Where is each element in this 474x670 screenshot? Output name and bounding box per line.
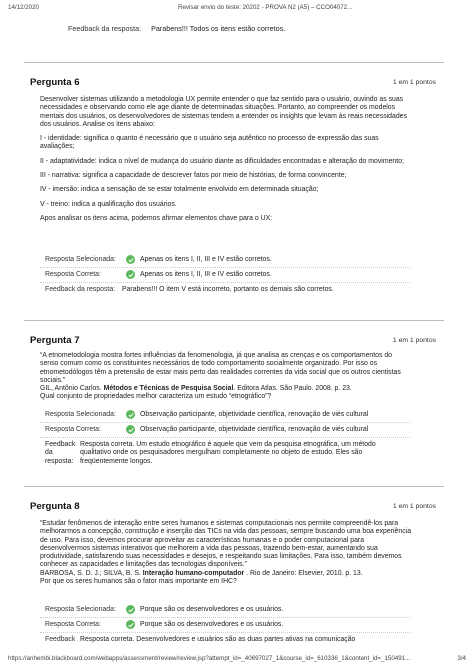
- question-item: III - narrativa: significa a capacidade de descrever fatos por meio de histórias, de forma convincente;: [40, 172, 347, 180]
- correct-check-icon: [126, 425, 135, 434]
- question-prompt: Qual conjunto de propriedades melhor caracteriza um estudo “etnográfico”?: [40, 393, 272, 401]
- feedback-label: Feedback da resposta:: [45, 441, 76, 465]
- correct-answer-label: Resposta Correta:: [45, 621, 101, 628]
- print-header: [0, 4, 474, 16]
- feedback-label: Feedback da resposta:: [68, 24, 142, 33]
- question-points: 1 em 1 pontos: [392, 79, 436, 86]
- selected-answer-label: Resposta Selecionada:: [45, 256, 116, 263]
- correct-check-icon: [126, 410, 135, 419]
- question-item: I - identidade: significa o quanto é necessário que o usuário seja autêntico no processo de expressão das suas avaliações;: [40, 135, 379, 151]
- question-prompt: Apos analisar os itens acima, podemos afirmar elementos chave para o UX:: [40, 214, 273, 222]
- citation: BARBOSA, S. D. J.; SILVA, B. S. Interação humano-computador . Rio de Janeiro: Elsevier, 2010. p. 13.: [40, 569, 363, 577]
- selected-answer-label: Resposta Selecionada:: [45, 606, 116, 613]
- citation: GIL, Antônio Carlos. Métodos e Técnicas de Pesquisa Social. Editora Atlas. São Paulo. 2008. p. 23.: [40, 385, 352, 393]
- correct-answer-value: Observação participante, objetividade científica, renovação de viés cultural: [140, 426, 369, 433]
- feedback-value: Parabens!!! Todos os itens estão corretos.: [151, 24, 286, 33]
- question-title: Pergunta 7: [30, 335, 80, 346]
- page-number: 3/4: [457, 655, 466, 662]
- selected-answer-value: Porque são os desenvolvedores e os usuários.: [140, 606, 284, 613]
- question-item: IV - imersão: indica a sensação de se estar totalmente envolvido em determinada situação;: [40, 186, 319, 194]
- question-7: [24, 320, 444, 351]
- selected-answer-label: Resposta Selecionada:: [45, 411, 116, 418]
- question-8: [24, 486, 444, 517]
- feedback-value: Resposta correta. Desenvolvedores e usuários são as duas partes ativas na comunicação: [80, 636, 356, 643]
- correct-check-icon: [126, 270, 135, 279]
- print-title: Revisar envio do teste: 20202 - PROVA N2 (A5) – CCO04072...: [178, 4, 353, 11]
- correct-check-icon: [126, 255, 135, 264]
- question-item: II - adaptatividade: indica o nível de mudança do usuário diante as dificuldades encontradas e alteração do movimento;: [40, 157, 404, 165]
- question-text: “A etnometodologia mostra fortes influências da fenomenologia, já que analisa as crenças e os comportamentos do senso comum como os constituintes necessários de todo comportamento socialmente organizado. Por isso os etnometodólogos têm a pretensão de estar mais perto das realidades correntes da vida social que os outros cientistas sociais.”: [40, 352, 401, 384]
- question-text: Desenvolver sistemas utilizando a metodologia UX permite entender o que faz sentido para o usuário, ouvindo as suas necessidades e observando como ele age diante de determinadas situações. Portanto, ao compreender os modelos mentais dos usuários, os desenvolvedores de sistemas tendem a entender os insights que levam às reais necessidades dos usuários. Analise os itens abaixo:: [40, 96, 407, 128]
- feedback-value: Resposta correta. Um estudo etnográfico é aquele que vem da pesquisa etnográfica, um método qualitativo onde os pesquisadores mergulham completamente no objeto de estudo. Eles são freqüentemente longos.: [80, 441, 376, 465]
- question-7-body: [40, 352, 412, 402]
- question-title: Pergunta 8: [30, 501, 80, 512]
- correct-answer-label: Resposta Correta:: [45, 271, 101, 278]
- print-footer: [0, 655, 474, 667]
- correct-check-icon: [126, 620, 135, 629]
- selected-answer-value: Apenas os itens I, II, III e IV estão corretos.: [140, 256, 272, 263]
- feedback-value: Parabens!!! O item V está incorreto, portanto os demais são corretos.: [122, 286, 334, 293]
- question-points: 1 em 1 pontos: [392, 337, 436, 344]
- correct-answer-value: Apenas os itens I, II, III e IV estão corretos.: [140, 271, 272, 278]
- feedback-label: Feedback da resposta:: [45, 286, 116, 293]
- question-6-body: [40, 96, 412, 229]
- question-item: V - treino: indica a qualificação dos usuários.: [40, 200, 177, 208]
- previous-feedback: [68, 24, 285, 33]
- print-date: 14/12/2020: [8, 4, 39, 11]
- question-title: Pergunta 6: [30, 77, 80, 88]
- page-url: https://anhembi.blackboard.com/webapps/assessment/review/review.jsp?attempt_id=_40697027_1&course_id=_610336_1&content_id=_150491...: [8, 655, 411, 662]
- question-prompt: Por que os seres humanos são o fator mais importante em IHC?: [40, 578, 237, 586]
- correct-check-icon: [126, 605, 135, 614]
- question-text: “Estudar fenômenos de interação entre seres humanos e sistemas computacionais nos permite compreendê-los para melhorarmos a concepção, construção e inserção das TICs na vida das pessoas, sempre buscando uma boa experiência de uso. Para isso, devemos procurar aproveitar as características humanas e o poder computacional para desenvolvermos sistemas interativos que melhorem a vida das pessoas, trazendo bem-estar, aumentando sua produtividade, satisfazendo suas necessidades e desejos, e respeitando suas limitações. Para isso, também devemos conhecer as capacidades e limitações das tecnologias disponíveis.”: [40, 520, 412, 569]
- question-points: 1 em 1 pontos: [392, 503, 436, 510]
- correct-answer-label: Resposta Correta:: [45, 426, 101, 433]
- feedback-label: Feedback: [45, 636, 76, 643]
- correct-answer-value: Porque são os desenvolvedores e os usuários.: [140, 621, 284, 628]
- selected-answer-value: Observação participante, objetividade científica, renovação de viés cultural: [140, 411, 369, 418]
- question-8-body: [40, 520, 412, 586]
- question-6: [24, 62, 444, 93]
